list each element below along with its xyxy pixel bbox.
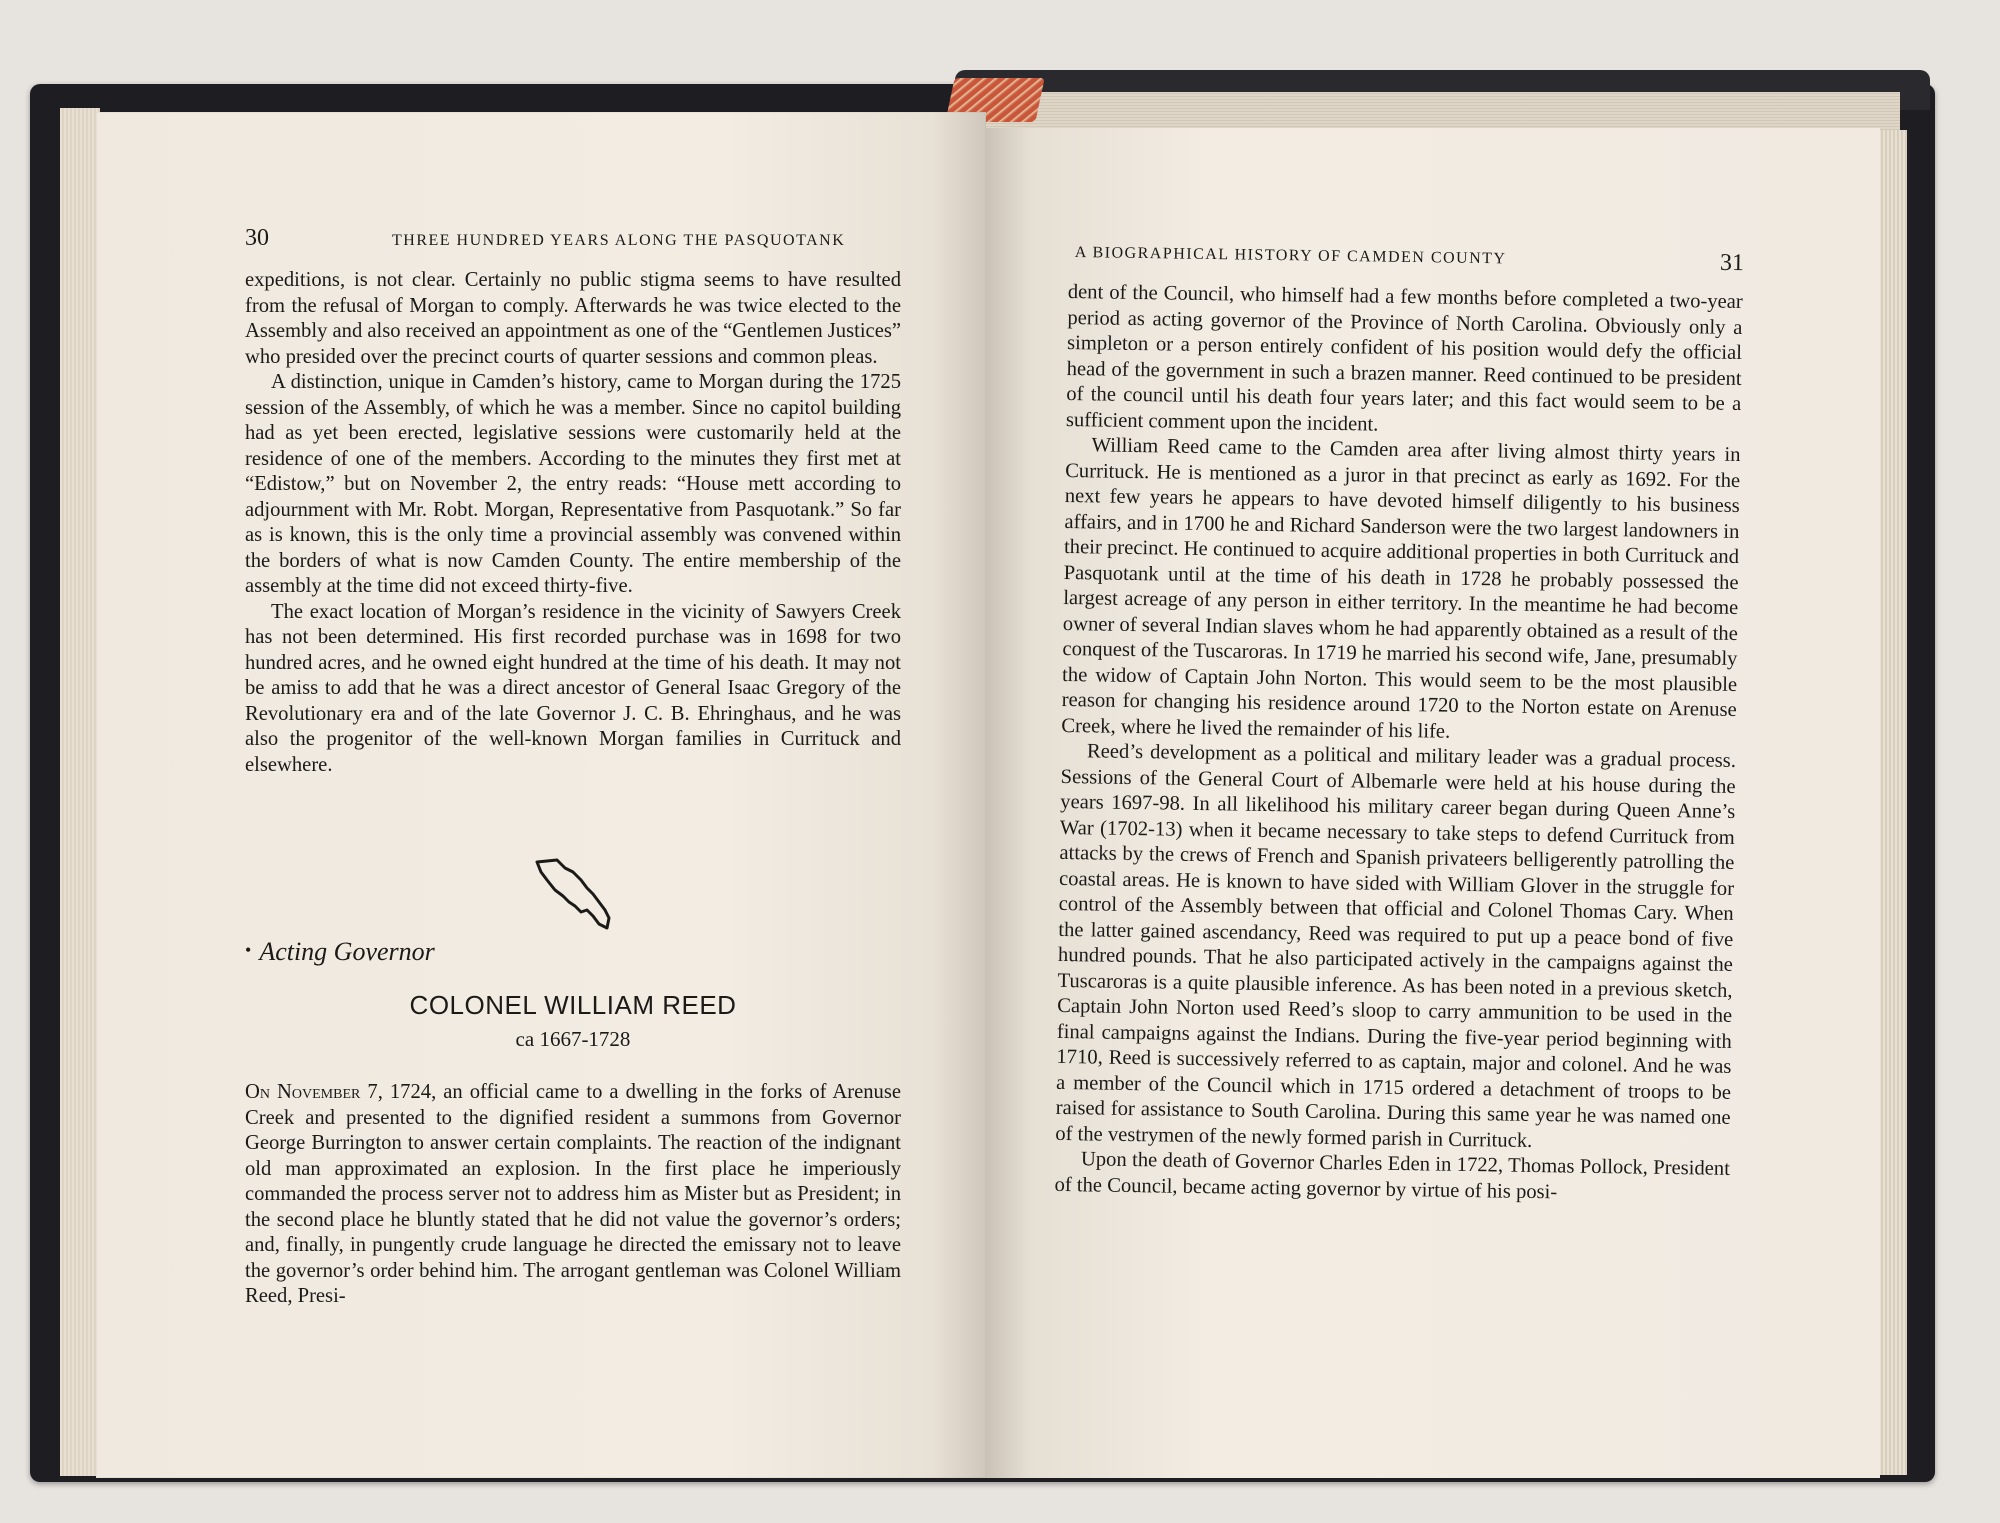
left-page-edges	[60, 108, 100, 1476]
left-paragraph-3: The exact location of Morgan’s residence in the vicinity of Sawyers Creek has not been determined. His first recorded purchase was in 1698 for two hundred acres, and he owned eight hundred at the time of his death. It may not be amiss to add that he was a direct ancestor of General Isaac Gregory of the Revolutionary era and of the late Governor J. C. B. Ehringhaus, and he was also the progenitor of the well-known Morgan families in Currituck and elsewhere.	[245, 600, 901, 776]
biography-dates: ca 1667-1728	[515, 1027, 631, 1051]
left-paragraph-1: expeditions, is not clear. Certainly no public stigma seems to have resulted from the refusal of Morgan to comply. Afterwards he was twice elected to the Assembly and also received an appointment as one of the “Gentlemen Justices” who presided over the precinct courts of quarter sessions and common pleas.	[245, 269, 901, 368]
section-label	[245, 937, 435, 967]
right-paragraph-1: dent of the Council, who himself had a few months before completed a two-year period as acting governor of the Province of North Carolina. Obviously only a simpleton or a person entirely confident of his position would defy the official head of the government in such a brazen manner. Reed continued to be president of the council until his death four years later; and this fact would seem to be a sufficient comment upon the incident.	[1065, 280, 1743, 436]
section-label-text: Acting Governor	[259, 937, 435, 966]
left-page-number: 30	[245, 225, 269, 251]
right-paragraph-4: Upon the death of Governor Charles Eden in 1722, Thomas Pollock, President of the Council, became acting governor by virtue of his posi-	[1054, 1148, 1731, 1203]
left-paragraph-2: A distinction, unique in Camden’s history, came to Morgan during the 1725 session of the Assembly, of which he was a member. Since no capitol building had as yet been erected, legislative sessions were customarily held at the residence of one of the members. According to the minutes they first met at “Edistow,” but on November 2, the entry reads: “House mett according to adjournment with Mr. Robt. Morgan, Representative from Pasquotank.” So far as is known, this is the only time a provincial assembly was convened within the borders of what is now Camden County. The entire membership of the assembly at the time did not exceed thirty-five.	[245, 371, 901, 597]
right-paragraph-2: William Reed came to the Camden area after living almost thirty years in Currituck. He is mentioned as a juror in that precinct as early as 1692. For the next few years he appears to have devoted himself diligently to his business affairs, and in 1700 he and Richard Sanderson were the two largest landowners in their precinct. He continued to acquire additional properties in both Currituck and Pasquotank until at the time of his death in 1728 he probably possessed the largest acreage of any person in either territory. In the meantime he had become owner of several Indian slaves whom he had apparently obtained as a result of the conquest of the Tuscaroras. In 1719 he married his second wife, Jane, presumably the widow of Captain John Norton. This would seem to be the most plausible reason for changing his residence around 1720 to the Norton estate on Arenuse Creek, where he lived the remainder of his life.	[1061, 434, 1741, 743]
opening-paragraph-text: 7, 1724, an official came to a dwelling in the forks of Arenuse Creek and presented to the dignified resident a summons from Governor George Burrington to answer certain complaints. The reaction of the indignant old man approximated an explosion. In the first place he imperiously commanded the process server not to address him as Mister but as President; in the second place he bluntly stated that he did not value the governor’s orders; and, finally, in pungently crude language he directed the emissary not to leave the governor’s order behind him. The arrogant gentleman was Colonel William Reed, Presi-	[245, 1081, 902, 1307]
right-paragraph-3: Reed’s development as a political and military leader was a gradual process. Sessions of the General Court of Albemarle were held at his house during the years 1697-98. In all likelihood his military career began during Queen Anne’s War (1702-13) when it became necessary to take steps to defend Currituck from attacks by the crews of French and Spanish privateers belligerently patrolling the coastal areas. He is known to have sided with William Glover in the struggle for control of the Assembly between that official and Colonel Thomas Cary. When the latter gained ascendancy, Reed was required to put up a peace bond of five hundred pounds. That he also participated actively in the campaigns against the Tuscaroras is a quite plausible inference. As has been noted in a previous sketch, Captain John Norton used Reed’s sloop to carry ammunition to be used in the final campaigns against the Indians. During the five-year period beginning with 1710, Reed is successively referred to as captain, major and colonel. And he was a member of the Council which in 1715 ordered a detachment of troops to be raised for assistance to South Carolina. During this same year he was named one of the vestrymen of the newly formed parish in Currituck.	[1055, 740, 1737, 1152]
right-page-number: 31	[1719, 249, 1745, 277]
left-biography-opening	[245, 1080, 901, 1310]
camden-county-map-ornament	[535, 858, 615, 933]
left-opening-paragraph	[245, 1080, 901, 1310]
right-running-head: A BIOGRAPHICAL HISTORY OF CAMDEN COUNTY	[1074, 244, 1507, 268]
biography-name-heading: COLONEL WILLIAM REED	[409, 990, 737, 1020]
left-running-head: THREE HUNDRED YEARS ALONG THE PASQUOTANK	[392, 232, 846, 249]
left-page-body	[245, 268, 901, 778]
right-page-body	[1054, 280, 1743, 1208]
opening-smallcaps: On November	[245, 1081, 361, 1103]
section-bullet: •	[245, 940, 252, 960]
